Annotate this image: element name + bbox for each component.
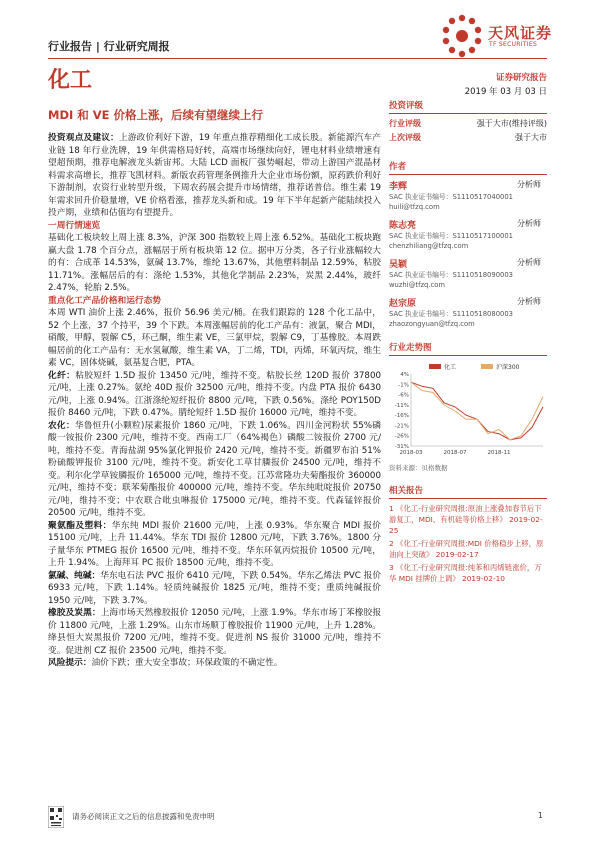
y-tick-label: -11% xyxy=(394,402,409,409)
investment-view xyxy=(48,132,381,220)
section-weekly-market: 一周行情速览 xyxy=(48,220,101,231)
key-products-text: 本周 WTI 油价上涨 2.46%，报价 56.96 美元/桶。在我们跟踪的 128 个化工品中，52 个上涨，37 个持平，39 个下跌。本周涨幅居前的化工产品有：液氯，聚合 MDI，硝酸，甲醇，裂解 C5，环己酮，维生素 VE，三氯甲烷，裂解 C9，丁基橡胶。本周跌幅居前的化工产品有：无水氢氟酸，维生素 VA，丁二烯，TDI，丙烯，环氧丙烷，维生素 VC，固体烧碱，氨基复合肥，PTA。 xyxy=(48,308,381,368)
agri-paragraph xyxy=(48,420,381,520)
page-title: 化工 xyxy=(48,68,93,93)
rubber-text: 上海市场天然橡胶报价 12050 元/吨，上涨 1.9%。华东市场丁苯橡胶报价 11800 元/吨，上涨 1.29%。山东市场顺丁橡胶报价 11900 元/吨，上升 1.28%。绛县恒大炭黑报价 7200 元/吨，维持不变。促进剂 NS 报价 31000 元/吨，维持不变。促进剂 CZ 报价 23500 元/吨，维持不变。 xyxy=(48,608,382,656)
alkali-label: 氯碱、纯碱： xyxy=(48,570,101,581)
rubber-paragraph xyxy=(48,607,381,657)
brand-name: 天风证券 xyxy=(488,24,553,42)
headline: MDI 和 VE 价格上涨，后续有望继续上行 xyxy=(48,108,264,122)
section-key-products: 重点化工产品价格和运行态势 xyxy=(48,295,161,306)
analyst-license: SAC 执业证书编号：S1110518080003 xyxy=(389,310,513,318)
report-date: 2019 年 03 月 03 日 xyxy=(464,87,547,97)
analyst-email[interactable]: chenzhiliang@tfzq.com xyxy=(389,242,469,250)
fiber-label: 化纤： xyxy=(48,370,76,381)
breadcrumb: 行业报告 | 行业研究周报 xyxy=(48,40,170,53)
rating-label: 上次评级 xyxy=(389,133,421,142)
y-tick-label: 4% xyxy=(400,372,409,378)
related-list xyxy=(389,503,547,584)
x-tick-label: 2018-11 xyxy=(487,450,511,456)
analyst-role: 分析师 xyxy=(517,180,541,189)
y-tick-label: -1% xyxy=(398,382,409,389)
analyst-email[interactable]: zhaozongyuan@tfzq.com xyxy=(389,320,475,328)
sidebar xyxy=(389,99,547,586)
tf-securities-logo-icon xyxy=(438,12,486,60)
analyst-card xyxy=(389,218,547,251)
analyst-role: 分析师 xyxy=(517,219,541,228)
trend-heading: 行业走势图 xyxy=(389,341,547,356)
qr-code-icon xyxy=(48,806,64,828)
analyst-card xyxy=(389,257,547,290)
related-report-link[interactable]: 1 《化工-行业研究周报:原油上涨叠加春节后下游复工，MDI、有机硅等价格上移》 2019-02-25 xyxy=(389,504,543,535)
chart-legend xyxy=(429,363,520,371)
weekly-market-text: 基础化工板块较上周上涨 8.3%，沪深 300 指数较上周上涨 6.52%。基础化工板块跑赢大盘 1.78 个百分点，涨幅居于所有板块第 12 位。据申万分类，各子行业涨幅较大的有：合成革 14.53%，氨碱 13.7%，维纶 13.67%，其他塑料制品 12.59%，粘胶 11.71%。涨幅居后的有：涤纶 1.53%，其他化学制品 2.23%，炭黑 2.44%，玻纤 2.47%，轮胎 2.5%。 xyxy=(48,233,381,293)
trend-chart xyxy=(389,360,547,460)
risk-paragraph xyxy=(48,657,381,670)
analyst-license: SAC 执业证书编号：S1110517100001 xyxy=(389,232,513,240)
x-tick-label: 2018-03 xyxy=(399,450,423,456)
footer-disclaimer: 请务必阅读正文之后的信息披露和免责申明 xyxy=(72,812,215,821)
series-line-chemical xyxy=(411,382,543,440)
header-divider xyxy=(48,58,547,59)
related-heading: 相关报告 xyxy=(389,484,547,499)
analyst-license: SAC 执业证书编号：S1110518090003 xyxy=(389,271,513,279)
rubber-label: 橡胶及炭黑： xyxy=(48,608,101,618)
analyst-email[interactable]: huili@tfzq.com xyxy=(389,203,440,211)
analyst-name: 陈志亮 xyxy=(389,221,417,231)
rating-label: 行业评级 xyxy=(389,119,421,128)
main-body xyxy=(48,132,381,670)
analyst-name: 赵宗原 xyxy=(389,299,417,309)
legend-label: 化工 xyxy=(444,364,457,371)
y-tick-label: -26% xyxy=(394,433,409,440)
analyst-role: 分析师 xyxy=(517,258,541,267)
y-tick-label: -31% xyxy=(394,444,409,450)
y-tick-label: -16% xyxy=(394,413,409,420)
fiber-text: 粘胶短纤 1.5D 报价 13450 元/吨，维持不变。粘胶长丝 120D 报价 37800 元/吨，上涨 0.27%。氨纶 40D 报价 32500 元/吨，维持不变。内盘 PTA 报价 6430 元/吨，上涨 0.94%。江浙涤纶短纤报价 8800 元/吨，下跌 0.56%。涤纶 POY150D 报价 8460 元/吨，下跌 0.47%。腈纶短纤 1.5D 报价 16000 元/吨，维持不变。 xyxy=(48,370,382,418)
analyst-license: SAC 执业证书编号：S1110517040001 xyxy=(389,193,513,201)
pu-label: 聚氨酯及塑料： xyxy=(48,520,112,531)
report-type: 证券研究报告 xyxy=(495,73,547,83)
brand-name-en: TF SECURITIES xyxy=(489,41,538,48)
analyst-name: 吴颖 xyxy=(389,260,408,270)
authors-heading: 作者 xyxy=(389,160,547,175)
y-tick-label: -6% xyxy=(398,392,409,399)
y-tick-label: -21% xyxy=(394,423,409,430)
related-report-link[interactable]: 3 《化工-行业研究周报:纯苯和丙烯链涨价，万华 MDI 挂牌价上调》 2019-02-10 xyxy=(389,563,542,583)
analyst-name: 李辉 xyxy=(389,182,408,192)
analyst-card xyxy=(389,296,547,329)
analyst-email[interactable]: wuzhi@tfzq.com xyxy=(389,281,446,289)
rating-row xyxy=(389,118,547,129)
agri-label: 农化： xyxy=(48,420,75,431)
series-line-csi300 xyxy=(411,382,543,440)
rating-row xyxy=(389,132,547,143)
agri-text: 华鲁恒升(小颗粒)尿素报价 1860 元/吨，下跌 1.06%。四川金河粉状 55%磷酸一铵报价 2300 元/吨，维持不变。西南工厂（64%褐色）磷酸二铵报价 2700 元/吨，维持不变。青海盐湖 95%氯化钾报价 2420 元/吨，维持不变。新疆罗布泊 51%粉硫酸钾报价 3100 元/吨，维持不变。新安化工草甘膦报价 24500 元/吨，维持不变。利尔化学草铵膦报价 165000 元/吨，维持不变。江苏常隆功夫菊酯报价 360000 元/吨，维持不变；联苯菊酯报价 400000 元/吨，维持不变。华东纯吡啶报价 20750 元/吨，维持不变；中农联合吡虫啉报价 175000 元/吨，维持不变。代森锰锌报价 20500 元/吨，维持不变。 xyxy=(48,420,381,518)
related-report-link[interactable]: 2 《化工-行业研究周报:MDI 价格稳步上移，原油向上突破》 2019-02-17 xyxy=(389,539,544,559)
analyst-card xyxy=(389,179,547,212)
legend-swatch xyxy=(481,364,493,369)
chart-source: 资料来源：贝格数据 xyxy=(389,464,448,472)
investment-view-text: 上游政价利好下游，19 年重点推荐精细化工成长股。新能源汽车产业链 18 年行业洗牌，19 年供需格局好转，高端市场继续向好，锂电材料业绩增速有望超预期，推荐电解液龙头新宙邦。大陆 LCD 面板厂强势崛起，带动上游国产混晶材料需求高增长，推荐飞凯材料。新版农药管理条例推升大企业市场份额，原药跌价利好下游制剂，农资行业转型升级，下周农药展会提升市场情绪，推荐诺普信。维生素 19 年需求回升价稳量增，VE 价格看涨，推荐龙头新和成。19 年下半年起新产能陆续投入投产期，业绩和估值均有望提升。 xyxy=(48,133,381,218)
risk-label: 风险提示： xyxy=(48,658,92,668)
alkali-paragraph xyxy=(48,570,381,608)
investment-view-label: 投资观点及建议： xyxy=(48,133,119,143)
x-tick-label: 2018-07 xyxy=(443,450,467,456)
pu-text: 华东纯 MDI 报价 21600 元/吨，上涨 0.93%。华东聚合 MDI 报价 15100 元/吨，上升 11.44%。华东 TDI 报价 12800 元/吨，下跌 3.76%。1800 分子量华东 PTMEG 报价 16500 元/吨，维持不变。华东环氧丙烷报价 10500 元/吨，上升 1.94%。上海拜耳 PC 报价 18500 元/吨，维持不变。 xyxy=(48,520,381,568)
y-axis xyxy=(395,372,411,450)
analyst-role: 分析师 xyxy=(517,297,541,306)
legend-swatch xyxy=(429,364,441,369)
rating-heading: 投资评级 xyxy=(389,99,547,114)
legend-label: 沪深300 xyxy=(496,364,520,371)
alkali-text: 华东电石法 PVC 报价 6410 元/吨，下跌 0.54%。华东乙烯法 PVC 报价 6933 元/吨，下跌 1.14%。轻质纯碱报价 1825 元/吨，维持不变；重质纯碱报价 1950 元/吨，下跌 3.7%。 xyxy=(48,570,382,606)
risk-text: 油价下跌；重大安全事故；环保政策的不确定性。 xyxy=(91,658,283,668)
series-group xyxy=(411,382,543,440)
x-axis xyxy=(400,446,543,456)
page-number: 1 xyxy=(538,811,543,820)
rating-value: 强于大市(维持评级) xyxy=(476,119,547,128)
fiber-paragraph xyxy=(48,370,381,420)
rating-value: 强于大市 xyxy=(515,133,547,142)
pu-paragraph xyxy=(48,520,381,570)
